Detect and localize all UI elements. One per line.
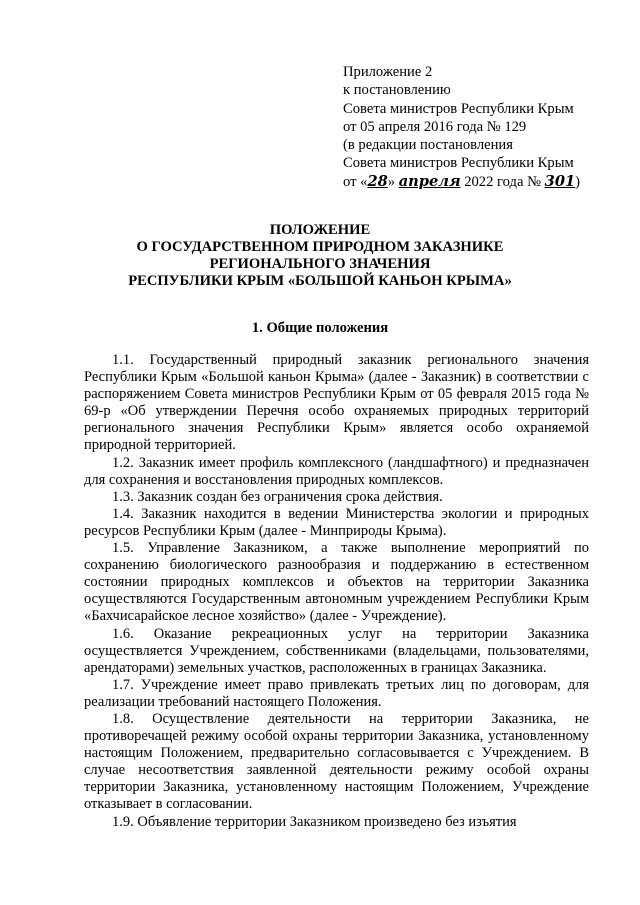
title-line: РЕГИОНАЛЬНОГО ЗНАЧЕНИЯ	[209, 256, 431, 272]
paragraph: 1.4. Заказник находится в ведении Министерства экологии и природных ресурсов Республики Крым (далее - Минприроды Крыма).	[84, 505, 589, 539]
date-mid: »	[387, 173, 399, 190]
approval-line: к постановлению	[343, 82, 451, 99]
date-year: 2022 года №	[460, 173, 545, 190]
paragraph: 1.1. Государственный природный заказник регионального значения Республики Крым «Большой каньон Крыма» (далее - Заказник) в соответствии с распоряжением Совета министров Республики Крым от 05 февраля 2015 года № 69-р «Об утверждении Перечня особо охраняемых природных территорий регионального значения Республики Крым» является особо охраняемой природной территорией.	[84, 352, 589, 454]
handwritten-number: 301	[544, 172, 576, 190]
handwritten-month: апреля	[398, 172, 461, 190]
date-suffix: )	[575, 173, 581, 190]
title-line: ПОЛОЖЕНИЕ	[269, 222, 371, 238]
document-body	[84, 352, 589, 831]
approval-line: от 05 апреля 2016 года № 129	[343, 118, 527, 135]
approval-stamp	[343, 63, 580, 191]
title-line: О ГОСУДАРСТВЕННОМ ПРИРОДНОМ ЗАКАЗНИКЕ	[136, 239, 504, 255]
approval-line: (в редакции постановления	[343, 137, 513, 154]
paragraph: 1.5. Управление Заказником, а также выполнение мероприятий по сохранению биологического разнообразия и поддержанию в естественном состоянии природных комплексов и объектов на территории Заказника осуществляются Государственным автономным учреждением Республики Крым «Бахчисарайское лесное хозяйство» (далее - Учреждение).	[84, 540, 589, 625]
title-line: РЕСПУБЛИКИ КРЫМ «БОЛЬШОЙ КАНЬОН КРЫМА»	[128, 273, 512, 289]
handwritten-day: 28	[367, 172, 388, 190]
approval-line: Совета министров Республики Крым	[343, 100, 574, 117]
date-prefix: от «	[343, 173, 368, 190]
paragraph: 1.7. Учреждение имеет право привлекать третьих лиц по договорам, для реализации требований настоящего Положения.	[84, 676, 589, 710]
approval-line: Приложение 2	[343, 64, 433, 80]
section-heading: 1. Общие положения	[251, 320, 389, 336]
approval-line: Совета министров Республики Крым	[343, 155, 574, 172]
paragraph: 1.6. Оказание рекреационных услуг на территории Заказника осуществляется Учреждением, собственниками (владельцами, пользователями, арендаторами) земельных участков, расположенных в границах Заказника.	[84, 625, 589, 676]
document-title	[40, 222, 600, 290]
paragraph: 1.2. Заказник имеет профиль комплексного (ландшафтного) и предназначен для сохранения и восстановления природных комплексов.	[84, 454, 589, 488]
approval-date-line	[343, 173, 580, 191]
paragraph: 1.8. Осуществление деятельности на территории Заказника, не противоречащей режиму особой охраны территории Заказника, установленному настоящим Положением, предварительно согласовывается с Учреждением. В случае несоответствия заявленной деятельности режиму особой охраны территории Заказника, установленному настоящим Положением, Учреждение отказывает в согласовании.	[84, 710, 589, 813]
paragraph: 1.3. Заказник создан без ограничения срока действия.	[112, 488, 443, 505]
paragraph: 1.9. Объявление территории Заказником произведено без изъятия	[112, 813, 517, 830]
